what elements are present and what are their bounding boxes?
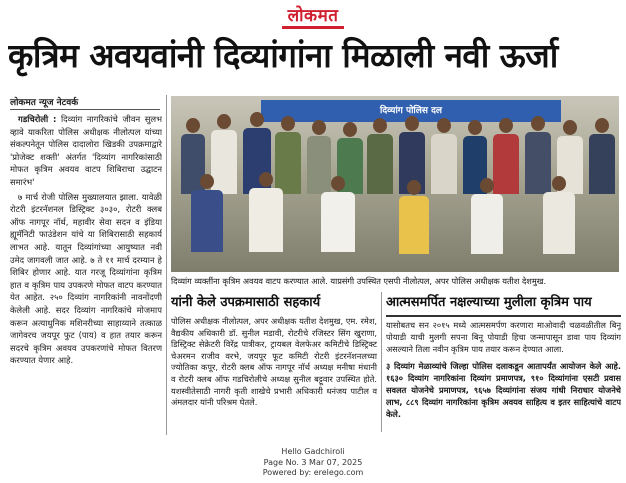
photo-seated-person: [543, 176, 575, 254]
cooperation-text: पोलिस अधीक्षक नीलोत्पल, अपर अधीक्षक यतीश देशमुख, एम. रमेश, वैद्यकीय अधिकारी डॉ. सुनील मडावी, रोटरीचे रजिस्टर सिंग खुराणा, डिस्ट्रिक्ट सेक्रेटरी विरेंद्र पात्रीकर, ट्रायबल वेलफेअर कमिटीचे डिस्ट्रिक्ट चेअरमन राजीव वरभे, जयपूर फूट कमिटी रोटरी इंटरनॅशनलच्या ज्योतिका कपूर, रोटरी क्लब ऑफ नागपूर नॉर्थ अध्यक्ष मनीषा मंधानी व रोटरी क्लब ऑफ गडचिरोलीचे अध्यक्ष सुनील बट्टूवार उपस्थित होते. यशस्वीतेसाठी नागरी कृती शाखेचे प्रभारी अधिकारी धनंजय पाटील व अंमलदार यांनी परिश्रम घेतले.: [171, 316, 377, 408]
lokmat-logo: लोकमत: [282, 7, 345, 29]
photo-seated-person: [399, 180, 429, 254]
footer-powered-by[interactable]: Powered by: erelego.com: [262, 468, 364, 477]
byline-rule: [10, 109, 160, 110]
photo-seated-person: [191, 174, 223, 252]
masthead: [0, 6, 626, 30]
page-footer: [0, 447, 626, 483]
footer-edition: Hello Gadchiroli: [281, 447, 345, 456]
photo-seated-person: [471, 178, 503, 254]
event-photo: [171, 96, 619, 272]
left-paragraph-2: ७ मार्च रोजी पोलिस मुख्यालयात झाला. यावेळी रोटरी इंटरनॅशनल डिस्ट्रिक्ट ३०३०, रोटरी क्लब ऑफ नागपूर नॉर्थ, महावीर सेवा सदन व इंडिया ह्यूमॅनिटी फाउंडेशन यांचे या शिबिरासाठी सहकार्य लाभत आहे. यातून दिव्यांगांच्या आयुष्यात नवी उमेद जागवली जात आहे. ७ ते ११ मार्च दरम्यान हे शिबिर होणार आहे. यात गरजू दिव्यांगांना कृत्रिम हात व कृत्रिम पाय उपकरणे मोफत वाटप करण्यात येत आहेत. २५० दिव्यांग नागरिकांनी नावनोंदणी केलेली आहे. सदर दिव्यांग नागरिकांचे मोजमाप करून अत्याधुनिक मशिनरीच्या साहाय्याने तत्काळ जागेवरच जयपूर फुट (पाय) व हात तयार करून सदरचे कृत्रिम अवयव उपकरणांचे मोफत वितरण करण्यात येणार आहे.: [10, 191, 162, 366]
byline: लोकमत न्यूज नेटवर्क: [10, 98, 79, 108]
subheading-rule: [386, 315, 621, 317]
subheading-artificial-leg: आत्मसमर्पित नक्षल्याच्या मुलीला कृत्रिम पाय: [386, 295, 592, 310]
dateline: गडचिरोली :: [18, 114, 57, 124]
left-paragraph-1-text: दिव्यांग नागरिकांचे जीवन सुलभ व्हावे याकरिता पोलिस अधीक्षक नीलोत्पल यांच्या संकल्पनेतून पोलिस दादालोरा खिडकी उपक्रमाद्वारे 'प्रोजेक्ट शक्ती' अंतर्गत 'दिव्यांग नागरिकांसाठी मोफत कृत्रिम अवयव वाटप शिबिराचा उद्घाटन समारंभ': [10, 114, 162, 187]
photo-seated-person: [249, 172, 283, 252]
left-column-text: [10, 113, 162, 453]
photo-seated-person: [321, 176, 355, 252]
photo-person: [367, 118, 393, 194]
photo-person: [431, 118, 457, 194]
column-divider: [166, 95, 167, 435]
left-paragraph-1: [10, 113, 162, 189]
artificial-leg-paragraph-1: यासोबतच सन २०१५ मध्ये आत्मसमर्पण करणारा माओवादी चळवळीतील बिनू पोयाडी याची मुलगी सपना बिनू पोयाडी हिचा जन्मापासून डावा पाय दिव्यांग असल्याने तिला नवीन कृत्रिम पाय तयार करून देण्यात आला.: [386, 320, 621, 354]
artificial-leg-text: [386, 320, 621, 434]
photo-banner: दिव्यांग पोलिस दल: [261, 100, 561, 122]
footer-page-date: Page No. 3 Mar 07, 2025: [263, 457, 363, 467]
article-headline: कृत्रिम अवयवांनी दिव्यांगांना मिळाली नवी ऊर्जा: [8, 36, 558, 75]
photo-person: [589, 118, 615, 194]
artificial-leg-paragraph-2: ३ दिव्यांग मेळाव्यांचे जिल्हा पोलिस दलाकडून आतापर्यंत आयोजन केले आहे. १६३० दिव्यांग नागरिकांना दिव्यांग प्रमाणपत्र, ९१० दिव्यांगांना एसटी प्रवास सवलत योजनेचे प्रमाणपत्र, ९६५७ दिव्यांगांना संजय गांधी निराधार योजनेचे लाभ, ८८९ दिव्यांग नागरिकांना कृत्रिम अवयव साहित्य व इतर साहित्यांचे वाटप केले.: [386, 361, 621, 419]
subheading-cooperation: यांनी केले उपक्रमासाठी सहकार्य: [171, 295, 321, 310]
column-divider: [381, 292, 382, 432]
photo-caption: दिव्यांग व्यक्तींना कृत्रिम अवयव वाटप करण्यात आले. याप्रसंगी उपस्थित एसपी नीलोत्पल, अपर पोलिस अधीक्षक यतीश देशमुख.: [171, 276, 547, 286]
